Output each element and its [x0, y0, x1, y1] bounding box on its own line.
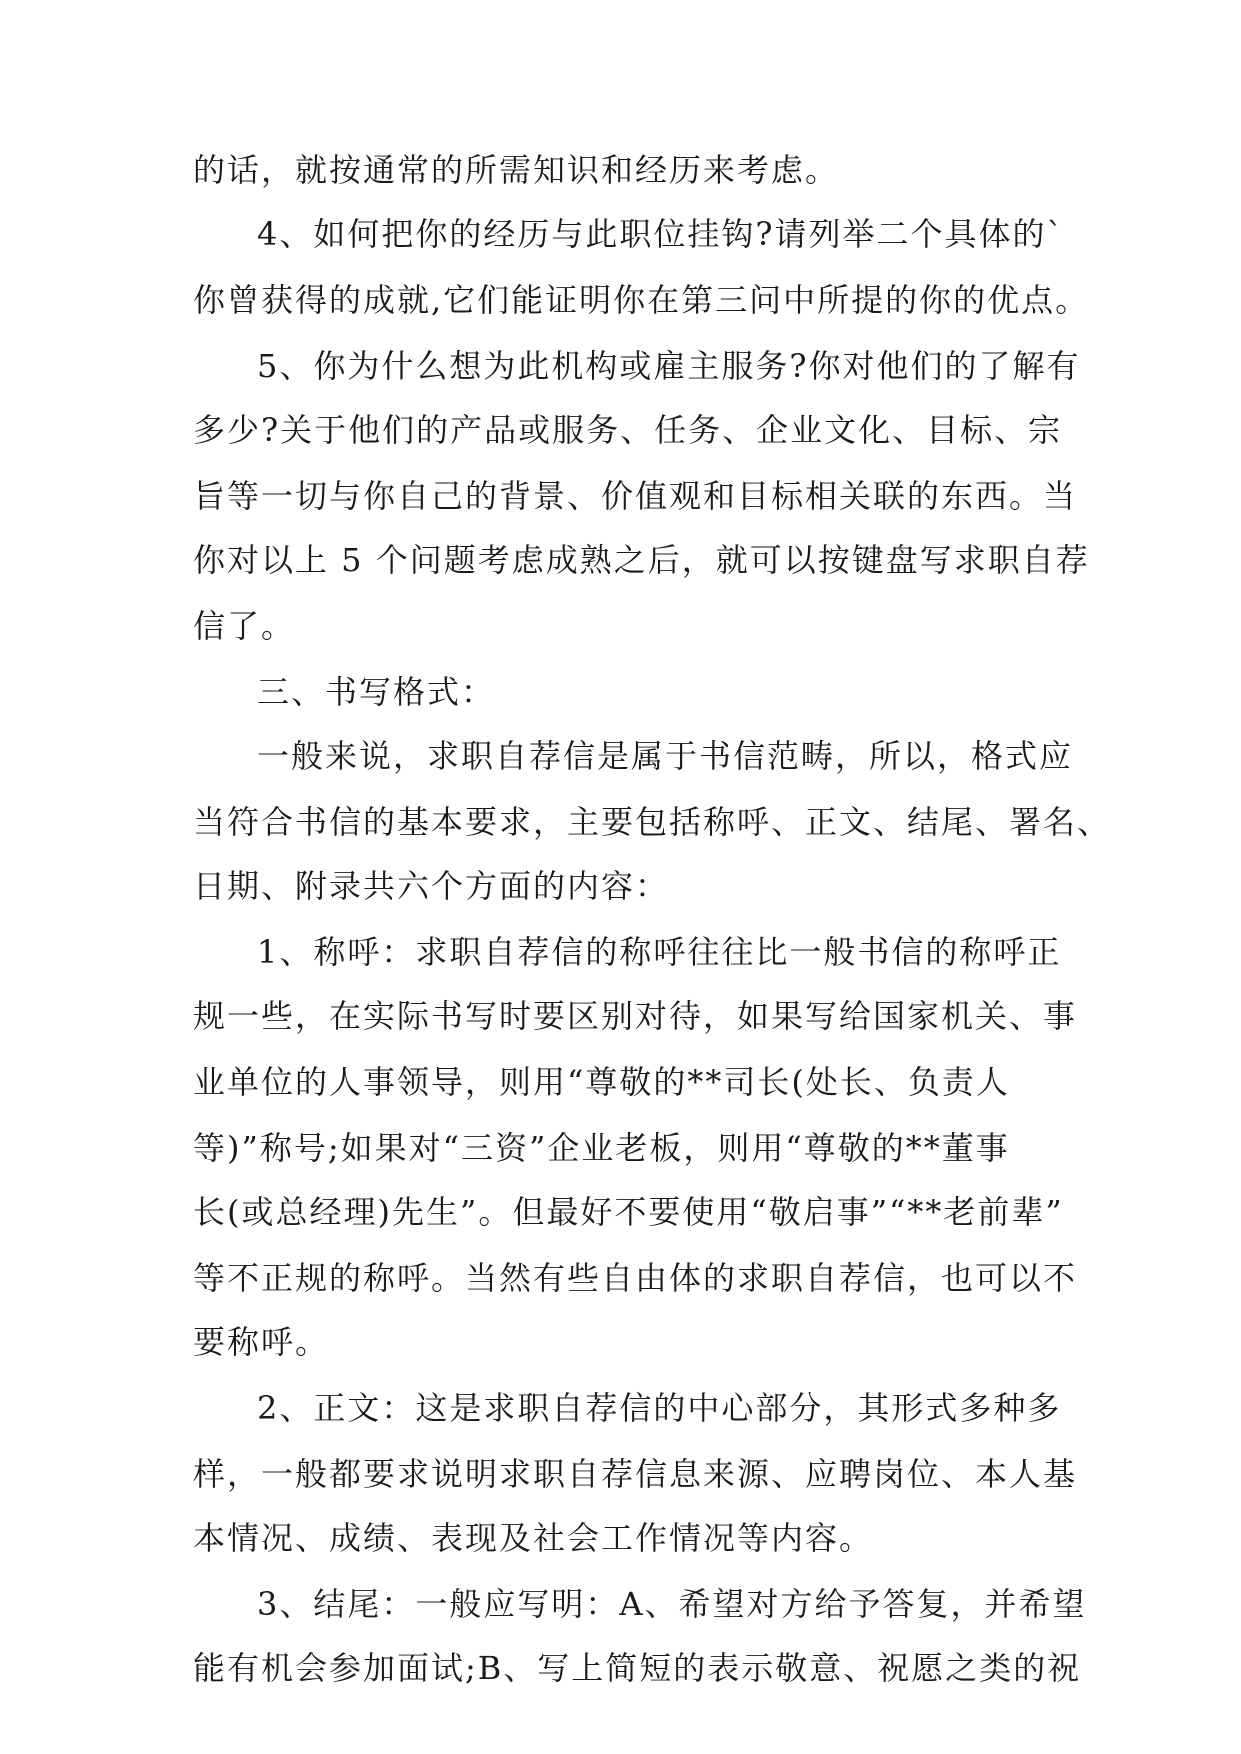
text-line: 3、结尾：一般应写明：A、希望对方给予答复，并希望 [257, 1585, 1087, 1623]
text-line: 等)”称号;如果对“三资”企业老板，则用“尊敬的**董事 [193, 1129, 1010, 1167]
text-line: 的话，就按通常的所需知识和经历来考虑。 [193, 151, 840, 189]
text-line: 样，一般都要求说明求职自荐信息来源、应聘岗位、本人基 [193, 1455, 1078, 1493]
text-line: 日期、附录共六个方面的内容： [193, 867, 670, 905]
text-line: 一般来说，求职自荐信是属于书信范畴，所以，格式应 [257, 737, 1074, 775]
text-line: 多少?关于他们的产品或服务、任务、企业文化、目标、宗 [193, 411, 1063, 449]
section-heading: 三、书写格式： [257, 673, 496, 711]
text-line: 你对以上 5 个问题考虑成熟之后，就可以按键盘写求职自荐 [193, 541, 1090, 579]
text-line: 你曾获得的成就,它们能证明你在第三问中所提的你的优点。 [193, 281, 1090, 319]
text-line: 等不正规的称呼。当然有些自由体的求职自荐信，也可以不 [193, 1259, 1078, 1297]
text-line: 旨等一切与你自己的背景、价值观和目标相关联的东西。当 [193, 477, 1078, 515]
text-line: 长(或总经理)先生”。但最好不要使用“敬启事”“**老前辈” [193, 1193, 1064, 1231]
text-line: 当符合书信的基本要求，主要包括称呼、正文、结尾、署名、 [193, 803, 1112, 841]
text-line: 业单位的人事领导，则用“尊敬的**司长(处长、负责人 [193, 1063, 1010, 1101]
text-line: 2、正文：这是求职自荐信的中心部分，其形式多种多 [257, 1389, 1062, 1427]
text-line: 规一些，在实际书写时要区别对待，如果写给国家机关、事 [193, 997, 1078, 1035]
text-line: 要称呼。 [193, 1323, 330, 1361]
text-line: 本情况、成绩、表现及社会工作情况等内容。 [193, 1519, 874, 1557]
text-line: 1、称呼：求职自荐信的称呼往往比一般书信的称呼正 [257, 933, 1062, 971]
text-line: 信了。 [193, 607, 296, 645]
text-line: 5、你为什么想为此机构或雇主服务?你对他们的了解有 [257, 347, 1081, 385]
text-line: 4、如何把你的经历与此职位挂钩?请列举二个具体的` [257, 215, 1065, 253]
text-line: 能有机会参加面试;B、写上简短的表示敬意、祝愿之类的祝 [193, 1649, 1082, 1687]
